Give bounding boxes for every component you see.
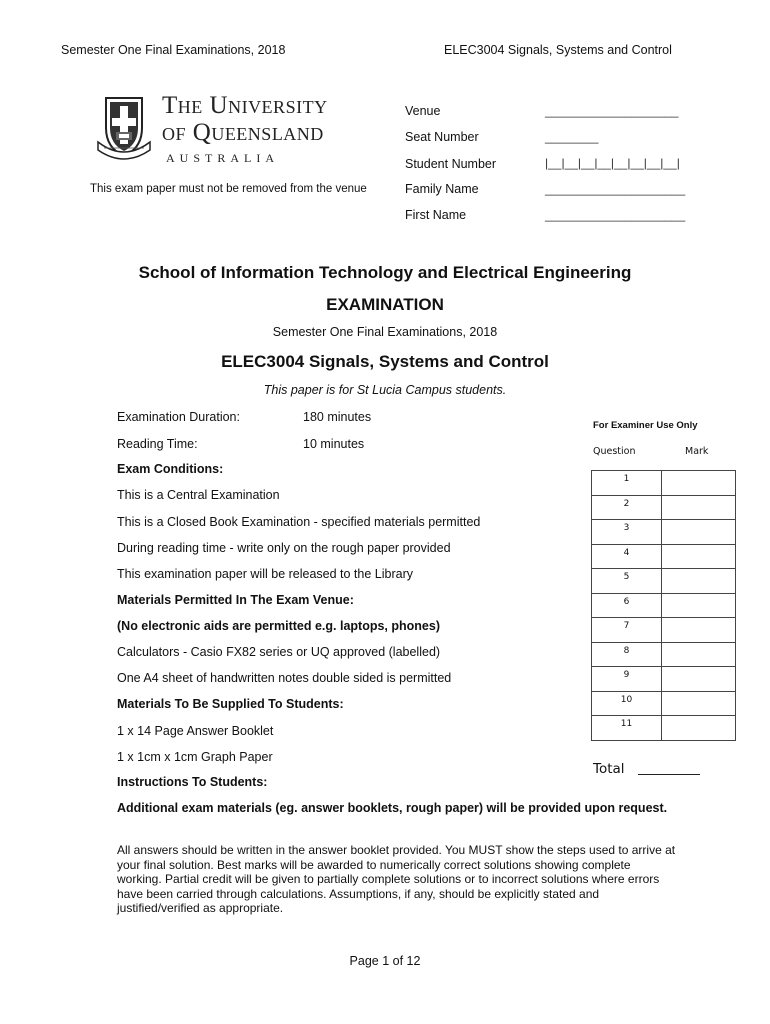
materials-heading: Materials Permitted In The Exam Venue: — [117, 593, 354, 607]
table-row — [592, 569, 736, 594]
seat-number-field[interactable]: ________ — [545, 130, 599, 144]
table-row — [592, 520, 736, 545]
material-item: Calculators - Casio FX82 series or UQ approved (labelled) — [117, 645, 441, 659]
instructions-bold: Additional exam materials (eg. answer booklets, rough paper) will be provided upon request. — [117, 801, 668, 815]
question-number: 6 — [592, 593, 662, 618]
examiner-col-mark: Mark — [685, 446, 709, 457]
mark-cell[interactable] — [662, 667, 736, 692]
question-number: 5 — [592, 569, 662, 594]
supplied-item: 1 x 1cm x 1cm Graph Paper — [117, 750, 273, 764]
table-row — [592, 471, 736, 496]
page-number: Page 1 of 12 — [349, 954, 421, 968]
condition-item: This is a Central Examination — [117, 488, 280, 502]
material-item: One A4 sheet of handwritten notes double sided is permitted — [117, 671, 452, 685]
question-number: 7 — [592, 618, 662, 643]
question-number: 4 — [592, 544, 662, 569]
field-label-first: First Name — [405, 208, 467, 222]
student-number-field[interactable]: |__|__|__|__|__|__|__|__| — [545, 156, 680, 170]
condition-item: This is a Closed Book Examination - specified materials permitted — [117, 515, 481, 529]
duration-value: 180 minutes — [303, 410, 372, 424]
examiner-col-question: Question — [593, 446, 636, 457]
field-label-family: Family Name — [405, 182, 479, 196]
venue-field[interactable]: ____________________ — [545, 104, 679, 118]
table-row — [592, 618, 736, 643]
logo-line-3: AUSTRALIA — [166, 151, 279, 165]
semester-line: Semester One Final Examinations, 2018 — [272, 325, 498, 339]
question-number: 3 — [592, 520, 662, 545]
table-row — [592, 667, 736, 692]
header-left: Semester One Final Examinations, 2018 — [61, 43, 286, 57]
mark-cell[interactable] — [662, 593, 736, 618]
table-row — [592, 642, 736, 667]
table-row — [592, 495, 736, 520]
field-label-venue: Venue — [405, 104, 441, 118]
logo-line-1: The University — [162, 92, 328, 119]
mark-cell[interactable] — [662, 520, 736, 545]
logo-line-2: of Queensland — [162, 119, 324, 146]
supplied-item: 1 x 14 Page Answer Booklet — [117, 724, 274, 738]
condition-item: During reading time - write only on the rough paper provided — [117, 541, 451, 555]
header-right: ELEC3004 Signals, Systems and Control — [444, 43, 672, 57]
question-number: 2 — [592, 495, 662, 520]
school-title: School of Information Technology and Electrical Engineering — [138, 263, 632, 282]
course-title: ELEC3004 Signals, Systems and Control — [221, 352, 549, 371]
total-label: Total — [593, 761, 625, 777]
campus-note: This paper is for St Lucia Campus students. — [263, 383, 507, 397]
table-row — [592, 716, 736, 741]
mark-cell[interactable] — [662, 495, 736, 520]
mark-cell[interactable] — [662, 716, 736, 741]
total-field[interactable] — [638, 774, 700, 775]
mark-cell[interactable] — [662, 691, 736, 716]
examiner-heading: For Examiner Use Only — [593, 420, 698, 431]
uq-crest-icon — [96, 92, 152, 166]
duration-label: Examination Duration: — [117, 410, 240, 424]
mark-cell[interactable] — [662, 471, 736, 496]
instructions-heading: Instructions To Students: — [117, 775, 268, 789]
table-row — [592, 593, 736, 618]
family-name-field[interactable]: _____________________ — [545, 182, 686, 196]
question-number: 11 — [592, 716, 662, 741]
question-number: 8 — [592, 642, 662, 667]
mark-cell[interactable] — [662, 618, 736, 643]
instructions-text: All answers should be written in the answer booklet provided. You MUST show the steps used to arrive at your final solution. Best marks will be awarded to numerically correct solutions showing complete working. Partial credit will be given to partially complete solutions or to incorrect solutions where errors have been carried through calculations. Assumptions, if any, should be explicitly stated and justified/verified as appropriate. — [117, 843, 676, 915]
reading-value: 10 minutes — [303, 437, 365, 451]
examiner-table — [591, 470, 736, 741]
mark-cell[interactable] — [662, 642, 736, 667]
field-label-seat: Seat Number — [405, 130, 479, 144]
question-number: 1 — [592, 471, 662, 496]
mark-cell[interactable] — [662, 569, 736, 594]
mark-cell[interactable] — [662, 544, 736, 569]
uq-logo — [96, 92, 356, 168]
exam-title: EXAMINATION — [326, 295, 444, 314]
condition-item: This examination paper will be released to the Library — [117, 567, 413, 581]
first-name-field[interactable]: _____________________ — [545, 208, 686, 222]
question-number: 10 — [592, 691, 662, 716]
table-row — [592, 691, 736, 716]
materials-note: (No electronic aids are permitted e.g. laptops, phones) — [117, 619, 440, 633]
supplied-heading: Materials To Be Supplied To Students: — [117, 697, 344, 711]
reading-label: Reading Time: — [117, 437, 198, 451]
field-label-student: Student Number — [405, 157, 497, 171]
question-number: 9 — [592, 667, 662, 692]
venue-notice: This exam paper must not be removed from the venue — [90, 183, 367, 195]
conditions-heading: Exam Conditions: — [117, 462, 224, 476]
table-row — [592, 544, 736, 569]
